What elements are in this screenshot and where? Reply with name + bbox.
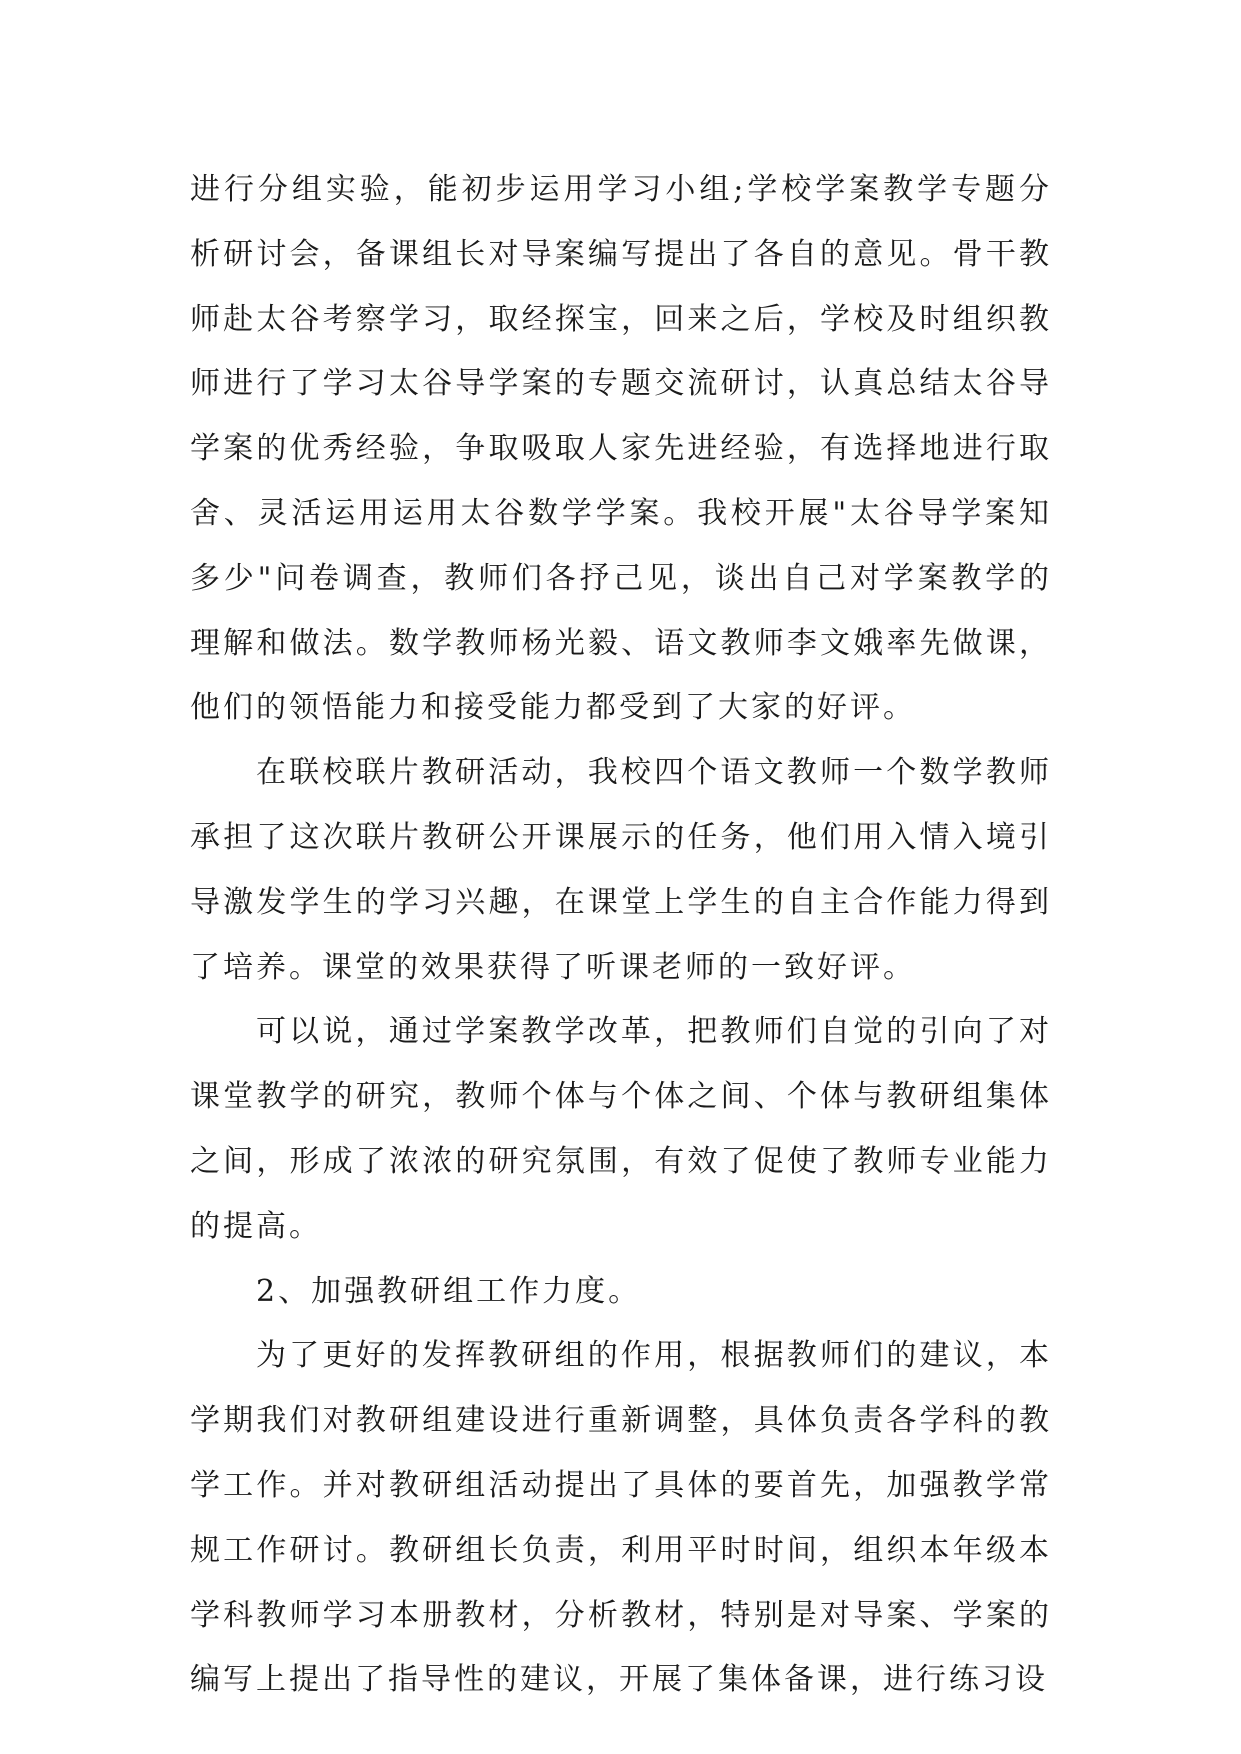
document-body	[190, 158, 1052, 1713]
section-heading: 2、加强教研组工作力度。	[256, 1273, 642, 1309]
paragraph-3: 可以说，通过学案教学改革，把教师们自觉的引向了对课堂教学的研究，教师个体与个体之间、个体与教研组集体之间，形成了浓浓的研究氛围，有效了促使了教师专业能力的提高。	[190, 1014, 1052, 1244]
paragraph-1: 进行分组实验，能初步运用学习小组;学校学案教学专题分析研讨会，备课组长对导案编写提出了各自的意见。骨干教师赴太谷考察学习，取经探宝，回来之后，学校及时组织教师进行了学习太谷导学案的专题交流研讨，认真总结太谷导学案的优秀经验，争取吸取人家先进经验，有选择地进行取舍、灵活运用运用太谷数学学案。我校开展"太谷导学案知多少"问卷调查，教师们各抒己见，谈出自己对学案教学的理解和做法。数学教师杨光毅、语文教师李文娥率先做课，他们的领悟能力和接受能力都受到了大家的好评。	[190, 172, 1052, 726]
paragraph-4: 为了更好的发挥教研组的作用，根据教师们的建议，本学期我们对教研组建设进行重新调整，具体负责各学科的教学工作。并对教研组活动提出了具体的要首先，加强教学常规工作研讨。教研组长负责，利用平时时间，组织本年级本学科教师学习本册教材，分析教材，特别是对导案、学案的编写上提出了指导性的建议，开展了集体备课，进行练习设	[190, 1338, 1052, 1698]
paragraph-2: 在联校联片教研活动，我校四个语文教师一个数学教师承担了这次联片教研公开课展示的任务，他们用入情入境引导激发学生的学习兴趣，在课堂上学生的自主合作能力得到了培养。课堂的效果获得了听课老师的一致好评。	[190, 755, 1052, 985]
